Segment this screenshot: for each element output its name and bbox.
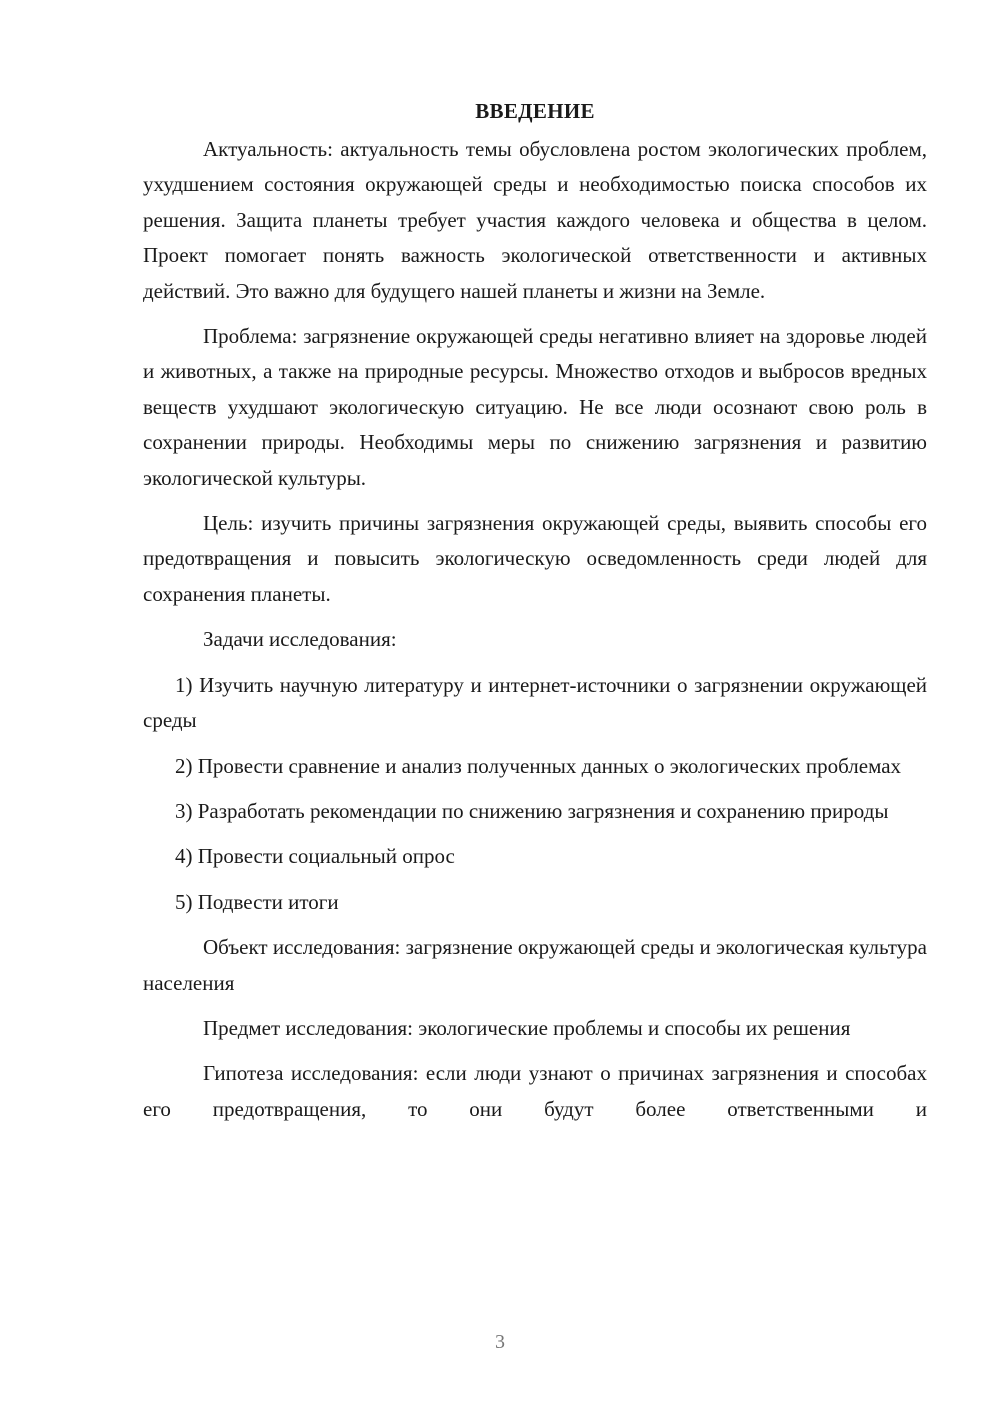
relevance-paragraph: Актуальность: актуальность темы обусловлена ростом экологических проблем, ухудшением состояния окружающей среды и необходимостью поиска способов их решения. Защита планеты требует участия каждого человека и общества в целом. Проект помогает понять важность экологической ответственности и активных действий. Это важно для будущего нашей планеты и жизни на Земле.: [143, 137, 927, 303]
page-number: 3: [495, 1331, 505, 1353]
hypothesis-paragraph: Гипотеза исследования: если люди узнают о причинах загрязнения и способах его предотвращения, то они будут более ответственными и: [143, 1061, 927, 1121]
object-paragraph: Объект исследования: загрязнение окружающей среды и экологическая культура населения: [143, 935, 927, 995]
goal-paragraph: Цель: изучить причины загрязнения окружающей среды, выявить способы его предотвращения и повысить экологическую осведомленность среди людей для сохранения планеты.: [143, 511, 927, 606]
document-page: [143, 96, 927, 1127]
subject-paragraph: Предмет исследования: экологические проблемы и способы их решения: [203, 1015, 851, 1040]
problem-paragraph: Проблема: загрязнение окружающей среды негативно влияет на здоровье людей и животных, а также на природные ресурсы. Множество отходов и выбросов вредных веществ ухудшают экологическую ситуацию. Не все люди осознают свою роль в сохранении природы. Необходимы меры по снижению загрязнения и развитию экологической культуры.: [143, 324, 927, 490]
task-item: 3) Разработать рекомендации по снижению загрязнения и сохранению природы: [175, 798, 889, 823]
task-item: 1) Изучить научную литературу и интернет-источники о загрязнении окружающей среды: [143, 672, 927, 733]
task-item: 2) Провести сравнение и анализ полученных данных о экологических проблемах: [175, 753, 902, 778]
tasks-heading: Задачи исследования:: [203, 627, 397, 652]
task-item: 5) Подвести итоги: [175, 889, 339, 914]
task-item: 4) Провести социальный опрос: [175, 844, 455, 869]
section-title: ВВЕДЕНИЕ: [475, 99, 595, 123]
